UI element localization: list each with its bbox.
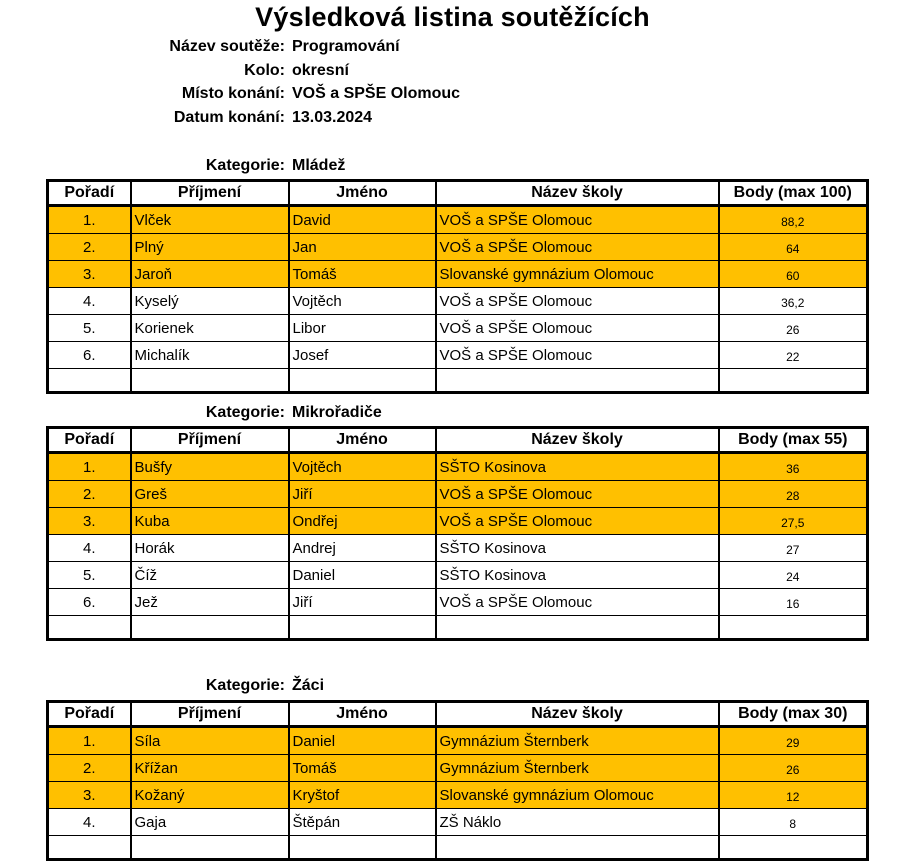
surname-header: Příjmení — [131, 181, 289, 206]
school-cell: Slovanské gymnázium Olomouc — [436, 782, 719, 809]
rank-cell: 2. — [48, 234, 131, 261]
school-cell: VOŠ a SPŠE Olomouc — [436, 508, 719, 535]
empty-cell — [436, 616, 719, 640]
surname-cell: Kuba — [131, 508, 289, 535]
table-row — [48, 508, 868, 535]
rank-cell: 1. — [48, 727, 131, 755]
category-label: Kategorie: — [205, 677, 285, 694]
meta-value: 13.03.2024 — [292, 109, 373, 126]
points-cell: 36,2 — [719, 288, 868, 315]
name-cell: Tomáš — [289, 755, 436, 782]
school-cell: SŠTO Kosinova — [436, 453, 719, 481]
school-cell: VOŠ a SPŠE Olomouc — [436, 342, 719, 369]
rank-header: Pořadí — [48, 702, 131, 727]
surname-cell: Greš — [131, 481, 289, 508]
name-header: Jméno — [289, 181, 436, 206]
rank-cell: 2. — [48, 481, 131, 508]
table-row — [48, 481, 868, 508]
table-row — [48, 562, 868, 589]
empty-cell — [289, 836, 436, 860]
school-cell: VOŠ a SPŠE Olomouc — [436, 315, 719, 342]
page-title: Výsledková listina soutěžících — [255, 2, 650, 32]
name-cell: Jan — [289, 234, 436, 261]
meta-row-competition — [0, 38, 905, 62]
empty-row — [48, 369, 868, 393]
table-row — [48, 727, 868, 755]
empty-cell — [131, 616, 289, 640]
surname-cell: Korienek — [131, 315, 289, 342]
table-row — [48, 234, 868, 261]
surname-header: Příjmení — [131, 702, 289, 727]
surname-cell: Gaja — [131, 809, 289, 836]
points-header: Body (max 30) — [719, 702, 868, 727]
rank-header: Pořadí — [48, 428, 131, 453]
meta-value: VOŠ a SPŠE Olomouc — [292, 85, 461, 102]
table-row — [48, 315, 868, 342]
empty-cell — [436, 369, 719, 393]
empty-cell — [131, 836, 289, 860]
school-header: Název školy — [436, 181, 719, 206]
surname-cell: Plný — [131, 234, 289, 261]
results-table-mikroradice — [46, 426, 869, 641]
rank-cell: 5. — [48, 562, 131, 589]
empty-cell — [436, 836, 719, 860]
category-label: Kategorie: — [205, 404, 285, 421]
table-row — [48, 206, 868, 234]
surname-cell: Jaroň — [131, 261, 289, 288]
category-heading-mikroradice — [0, 404, 905, 426]
surname-cell: Bušfy — [131, 453, 289, 481]
name-cell: Jiří — [289, 589, 436, 616]
name-cell: Vojtěch — [289, 453, 436, 481]
category-name: Žáci — [292, 677, 325, 694]
table-row — [48, 809, 868, 836]
name-cell: Andrej — [289, 535, 436, 562]
name-cell: Libor — [289, 315, 436, 342]
meta-label: Místo konání: — [181, 85, 285, 102]
meta-row-venue — [0, 85, 905, 109]
points-cell: 28 — [719, 481, 868, 508]
name-cell: Josef — [289, 342, 436, 369]
table-row — [48, 342, 868, 369]
name-cell: Ondřej — [289, 508, 436, 535]
name-cell: Kryštof — [289, 782, 436, 809]
table-row — [48, 453, 868, 481]
category-name: Mládež — [292, 157, 346, 174]
school-cell: VOŠ a SPŠE Olomouc — [436, 481, 719, 508]
points-cell: 60 — [719, 261, 868, 288]
table-row — [48, 755, 868, 782]
rank-cell: 2. — [48, 755, 131, 782]
points-header: Body (max 100) — [719, 181, 868, 206]
surname-cell: Michalík — [131, 342, 289, 369]
rank-cell: 3. — [48, 508, 131, 535]
rank-cell: 6. — [48, 589, 131, 616]
points-header: Body (max 55) — [719, 428, 868, 453]
points-cell: 16 — [719, 589, 868, 616]
surname-cell: Křížan — [131, 755, 289, 782]
surname-cell: Jež — [131, 589, 289, 616]
meta-label: Název soutěže: — [169, 38, 285, 55]
meta-label: Datum konání: — [173, 109, 285, 126]
points-cell: 27,5 — [719, 508, 868, 535]
rank-cell: 3. — [48, 261, 131, 288]
category-name: Mikrořadiče — [292, 404, 382, 421]
points-cell: 26 — [719, 755, 868, 782]
points-cell: 22 — [719, 342, 868, 369]
school-header: Název školy — [436, 702, 719, 727]
surname-cell: Horák — [131, 535, 289, 562]
name-header: Jméno — [289, 428, 436, 453]
meta-value: Programování — [292, 38, 400, 55]
school-cell: SŠTO Kosinova — [436, 535, 719, 562]
points-cell: 8 — [719, 809, 868, 836]
school-cell: Gymnázium Šternberk — [436, 727, 719, 755]
school-cell: Slovanské gymnázium Olomouc — [436, 261, 719, 288]
points-cell: 12 — [719, 782, 868, 809]
name-cell: Daniel — [289, 727, 436, 755]
empty-cell — [48, 369, 131, 393]
empty-cell — [719, 836, 868, 860]
table-row — [48, 589, 868, 616]
empty-cell — [719, 616, 868, 640]
meta-label: Kolo: — [244, 62, 285, 79]
name-cell: Jiří — [289, 481, 436, 508]
table-header-row — [48, 181, 868, 206]
rank-cell: 4. — [48, 288, 131, 315]
school-cell: VOŠ a SPŠE Olomouc — [436, 206, 719, 234]
empty-cell — [48, 836, 131, 860]
surname-cell: Vlček — [131, 206, 289, 234]
empty-cell — [289, 369, 436, 393]
school-cell: VOŠ a SPŠE Olomouc — [436, 589, 719, 616]
meta-value: okresní — [292, 62, 349, 79]
category-heading-zaci — [0, 677, 905, 699]
rank-header: Pořadí — [48, 181, 131, 206]
meta-row-round — [0, 62, 905, 86]
points-cell: 27 — [719, 535, 868, 562]
rank-cell: 3. — [48, 782, 131, 809]
school-cell: VOŠ a SPŠE Olomouc — [436, 234, 719, 261]
points-cell: 36 — [719, 453, 868, 481]
name-cell: Daniel — [289, 562, 436, 589]
table-header-row — [48, 428, 868, 453]
points-cell: 26 — [719, 315, 868, 342]
school-header: Název školy — [436, 428, 719, 453]
table-row — [48, 782, 868, 809]
table-row — [48, 535, 868, 562]
table-row — [48, 261, 868, 288]
name-header: Jméno — [289, 702, 436, 727]
empty-row — [48, 836, 868, 860]
school-cell: SŠTO Kosinova — [436, 562, 719, 589]
surname-cell: Kyselý — [131, 288, 289, 315]
rank-cell: 4. — [48, 535, 131, 562]
surname-cell: Číž — [131, 562, 289, 589]
surname-header: Příjmení — [131, 428, 289, 453]
results-table-zaci — [46, 700, 869, 861]
category-label: Kategorie: — [205, 157, 285, 174]
surname-cell: Síla — [131, 727, 289, 755]
table-row — [48, 288, 868, 315]
empty-cell — [289, 616, 436, 640]
school-cell: VOŠ a SPŠE Olomouc — [436, 288, 719, 315]
points-cell: 24 — [719, 562, 868, 589]
school-cell: ZŠ Náklo — [436, 809, 719, 836]
empty-cell — [131, 369, 289, 393]
points-cell: 64 — [719, 234, 868, 261]
empty-row — [48, 616, 868, 640]
results-table-mladez — [46, 179, 869, 394]
name-cell: David — [289, 206, 436, 234]
table-header-row — [48, 702, 868, 727]
meta-row-date — [0, 109, 905, 133]
category-heading-mladez — [0, 157, 905, 179]
empty-cell — [48, 616, 131, 640]
rank-cell: 1. — [48, 453, 131, 481]
surname-cell: Kožaný — [131, 782, 289, 809]
name-cell: Tomáš — [289, 261, 436, 288]
rank-cell: 5. — [48, 315, 131, 342]
name-cell: Vojtěch — [289, 288, 436, 315]
points-cell: 88,2 — [719, 206, 868, 234]
name-cell: Štěpán — [289, 809, 436, 836]
school-cell: Gymnázium Šternberk — [436, 755, 719, 782]
rank-cell: 4. — [48, 809, 131, 836]
rank-cell: 1. — [48, 206, 131, 234]
points-cell: 29 — [719, 727, 868, 755]
empty-cell — [719, 369, 868, 393]
rank-cell: 6. — [48, 342, 131, 369]
